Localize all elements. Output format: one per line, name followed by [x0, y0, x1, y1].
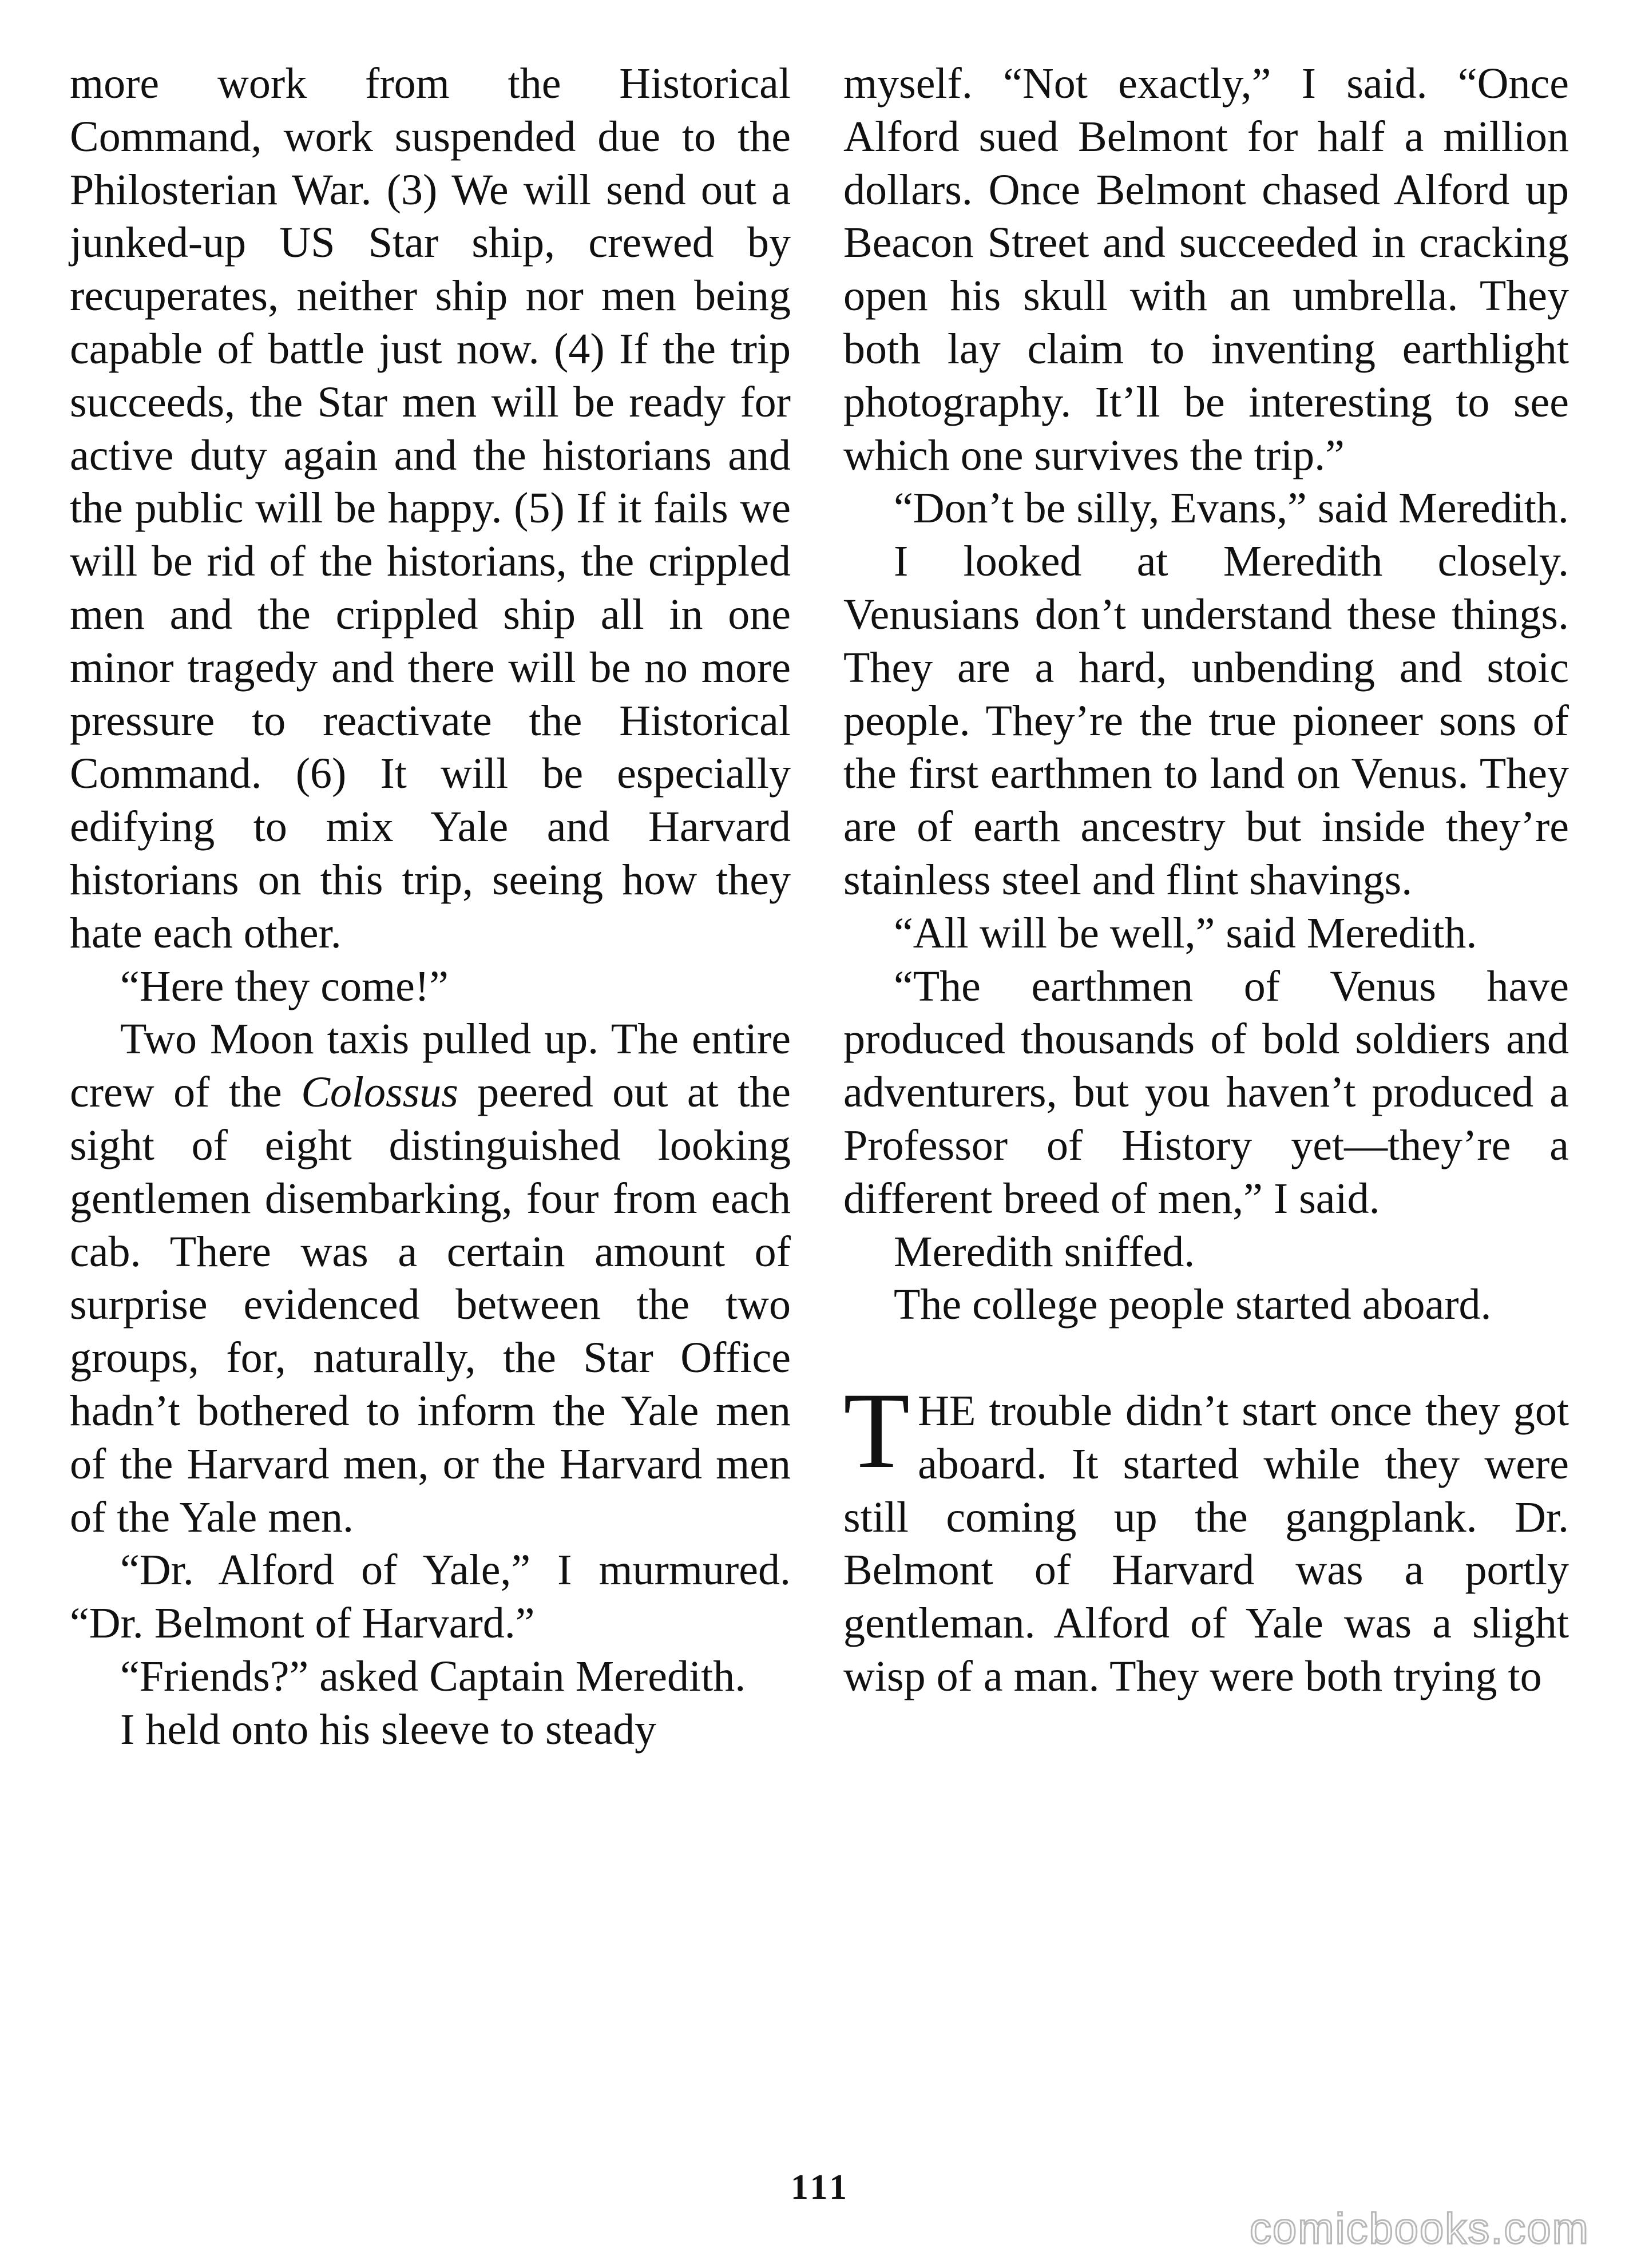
page-number: 111 — [790, 2168, 851, 2207]
section-opening-paragraph — [843, 1370, 1569, 1703]
ship-name: Colossus — [301, 1068, 458, 1117]
text-run: HE trouble didn’t start once they got aboard. It started while they were still coming up the gangplank. Dr. Belmont of Harvard was a portly gentleman. Alford of Yale was a slight wisp of a man. They were both trying to — [843, 1386, 1569, 1700]
drop-cap: T — [843, 1370, 910, 1491]
paragraph: The college people started aboard. — [894, 1280, 1492, 1329]
paragraph: myself. “Not exactly,” I said. “Once Alford sued Belmont for half a million dollars. Once Belmont chased Alford up Beacon Street and succeeded in cracking open his skull with an umbrella. They both lay claim to inventing earthlight photography. It’ll be interesting to see which one survives the trip.” — [843, 60, 1569, 479]
paragraph: I held onto his sleeve to steady — [120, 1705, 657, 1754]
paragraph: “Friends?” asked Captain Meredith. — [120, 1652, 746, 1700]
watermark: comicbooks.com — [1250, 2204, 1590, 2253]
text-run: Two Moon taxis pulled up. The entire crew of the — [70, 1015, 791, 1117]
paragraph: “Don’t be silly, Evans,” said Meredith. — [894, 484, 1569, 533]
right-column — [843, 57, 1569, 1703]
paragraph: more work from the Historical Command, work suspended due to the Philosterian War. (3) We will send out a junked-up US Star ship, crewed by recuperates, neither ship nor men being capable of battle just now. (4) If the trip succeeds, the Star men will be ready for active duty again and the historians and the public will be happy. (5) If it fails we will be rid of the historians, the crippled men and the crippled ship all in one minor tragedy and there will be no more pressure to reactivate the Historical Command. (6) It will be especially edifying to mix Yale and Harvard historians on this trip, seeing how they hate each other. — [70, 60, 791, 957]
left-column — [70, 57, 791, 1756]
paragraph — [70, 1013, 791, 1544]
text-run: peered out at the sight of eight distinguished looking gentlemen disembarking, four from each cab. There was a certain amount of surprise evidenced between the two groups, for, naturally, the Star Office hadn’t bothered to inform the Yale men of the Harvard men, or the Harvard men of the Yale men. — [70, 1068, 791, 1541]
paragraph: I looked at Meredith closely. Venusians don’t understand these things. They are a hard, unbending and stoic people. They’re the true pioneer sons of the first earthmen to land on Venus. They are of earth ancestry but inside they’re stainless steel and flint shavings. — [843, 537, 1569, 904]
paragraph: “The earthmen of Venus have produced thousands of bold soldiers and adventurers, but you haven’t produced a Professor of History yet—they’re a different breed of men,” I said. — [843, 962, 1569, 1223]
paragraph: “All will be well,” said Meredith. — [894, 909, 1477, 957]
paragraph: “Here they come!” — [120, 962, 449, 1010]
paragraph: Meredith sniffed. — [894, 1227, 1195, 1276]
paragraph: “Dr. Alford of Yale,” I murmured. “Dr. Belmont of Harvard.” — [70, 1546, 791, 1648]
